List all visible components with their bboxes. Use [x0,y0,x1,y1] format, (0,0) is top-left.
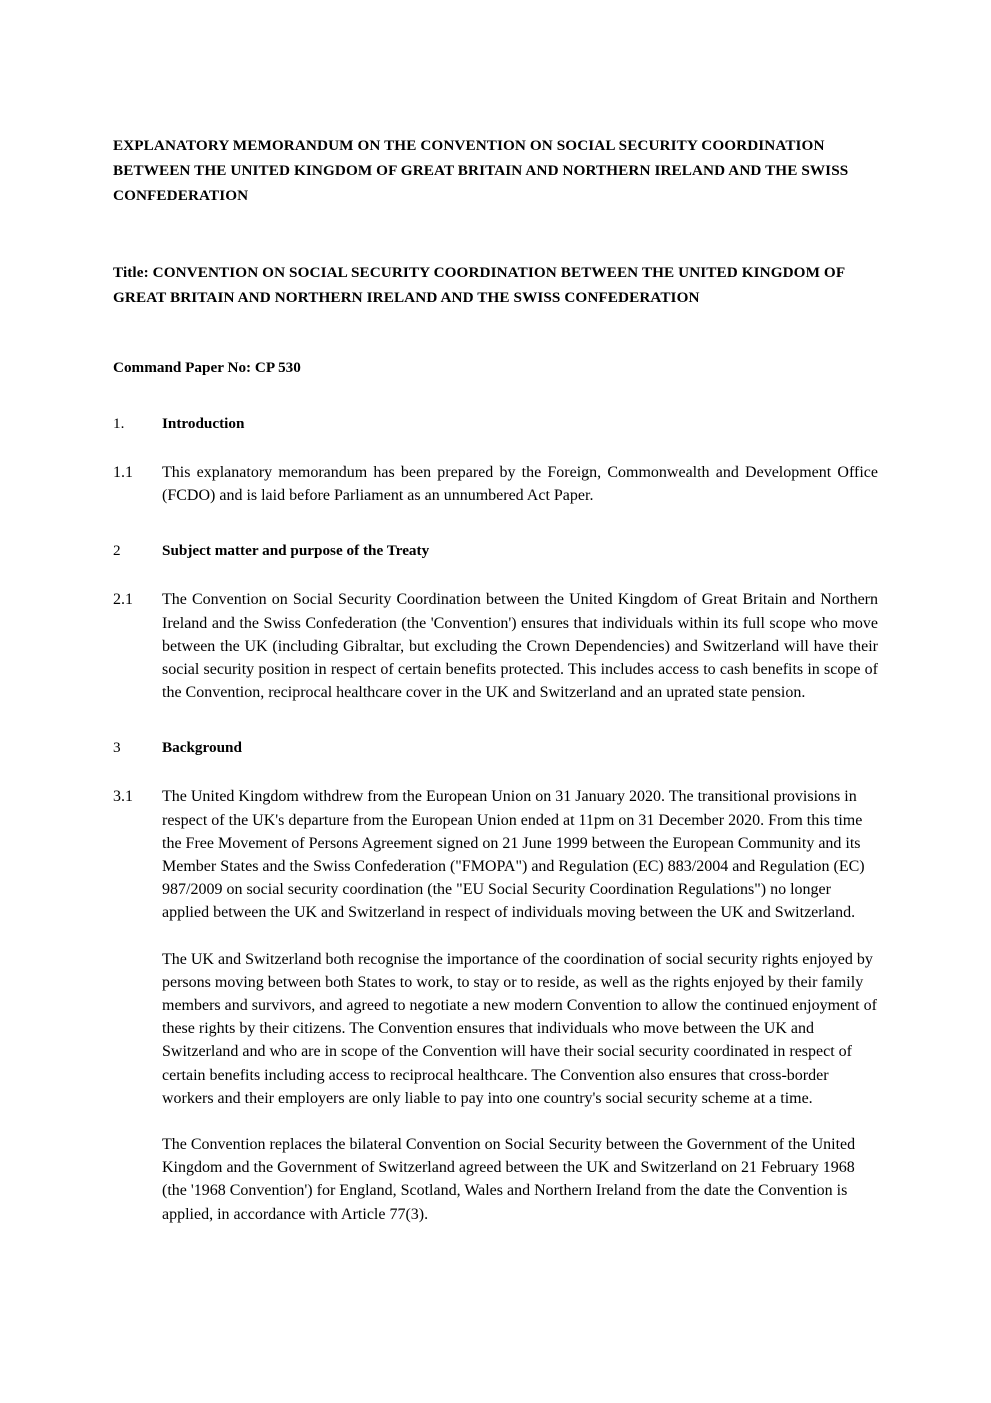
paragraph-number: 3.1 [113,788,133,806]
section-title: Introduction [162,415,245,432]
paragraph-text: This explanatory memorandum has been prepared by the Foreign, Commonwealth and Development Office (FCDO) and is laid before Parliament as an unnumbered Act Paper. [162,464,878,505]
section-heading-subject-matter [113,539,878,562]
paragraph [113,588,878,704]
section-subject-matter [113,539,878,704]
paragraph [113,785,878,924]
paragraph-number: 1.1 [113,464,133,481]
section-title: Subject matter and purpose of the Treaty [162,542,430,560]
section-number: 3 [113,739,121,757]
section-number: 2 [113,542,121,560]
section-background [113,736,878,1225]
paragraph-text: The UK and Switzerland both recognise the importance of the coordination of social security rights enjoyed by persons moving between both States to work, to stay or to reside, as well as the rights enjoyed by their family members and survivors, and agreed to negotiate a new modern Convention to allow the continued enjoyment of these rights by their citizens. The Convention ensures that individuals who move between the UK and Switzerland and who are in scope of the Convention will have their social security coordinated in respect of certain benefits including access to reciprocal healthcare. The Convention also ensures that cross-border workers and their employers are only liable to pay into one country's social security scheme at a time. [162,950,877,1107]
treaty-title: Title: CONVENTION ON SOCIAL SECURITY COORDINATION BETWEEN THE UNITED KINGDOM OF GREAT BRITAIN AND NORTHERN IRELAND AND THE SWISS CONFEDERATION [113,264,845,306]
paragraph [113,461,878,507]
command-paper-number: Command Paper No: CP 530 [113,359,301,376]
section-heading-background [113,736,878,759]
document-heading: EXPLANATORY MEMORANDUM ON THE CONVENTION ON SOCIAL SECURITY COORDINATION BETWEEN THE UNITED KINGDOM OF GREAT BRITAIN AND NORTHERN IRELAND AND THE SWISS CONFEDERATION [113,137,849,204]
paragraph-number: 2.1 [113,591,133,609]
paragraph-text: The Convention on Social Security Coordination between the United Kingdom of Great Britain and Northern Ireland and the Swiss Confederation (the 'Convention') ensures that individuals within its full scope who move between the UK (including Gibraltar, but excluding the Crown Dependencies) and Switzerland will have their social security position in respect of certain benefits protected. This includes access to cash benefits in scope of the Convention, reciprocal healthcare cover in the UK and Switzerland and an uprated state pension. [162,591,878,702]
paragraph-text: The Convention replaces the bilateral Convention on Social Security between the Government of the United Kingdom and the Government of Switzerland agreed between the UK and Switzerland on 21 February 1968 (the '1968 Convention') for England, Scotland, Wales and Northern Ireland from the date the Convention is applied, in accordance with Article 77(3). [162,1136,856,1223]
section-introduction [113,412,878,507]
section-heading-introduction [113,412,878,435]
section-title: Background [162,739,242,757]
section-number: 1. [113,415,125,432]
paragraph-text: The United Kingdom withdrew from the European Union on 31 January 2020. The transitional provisions in respect of the UK's departure from the European Union ended at 11pm on 31 December 2020. From this time the Free Movement of Persons Agreement signed on 21 June 1999 between the European Community and its Member States and the Swiss Confederation ("FMOPA") and Regulation (EC) 883/2004 and Regulation (EC) 987/2009 on social security coordination (the "EU Social Security Coordination Regulations") no longer applied between the UK and Switzerland in respect of individuals moving between the UK and Switzerland. [162,788,865,922]
